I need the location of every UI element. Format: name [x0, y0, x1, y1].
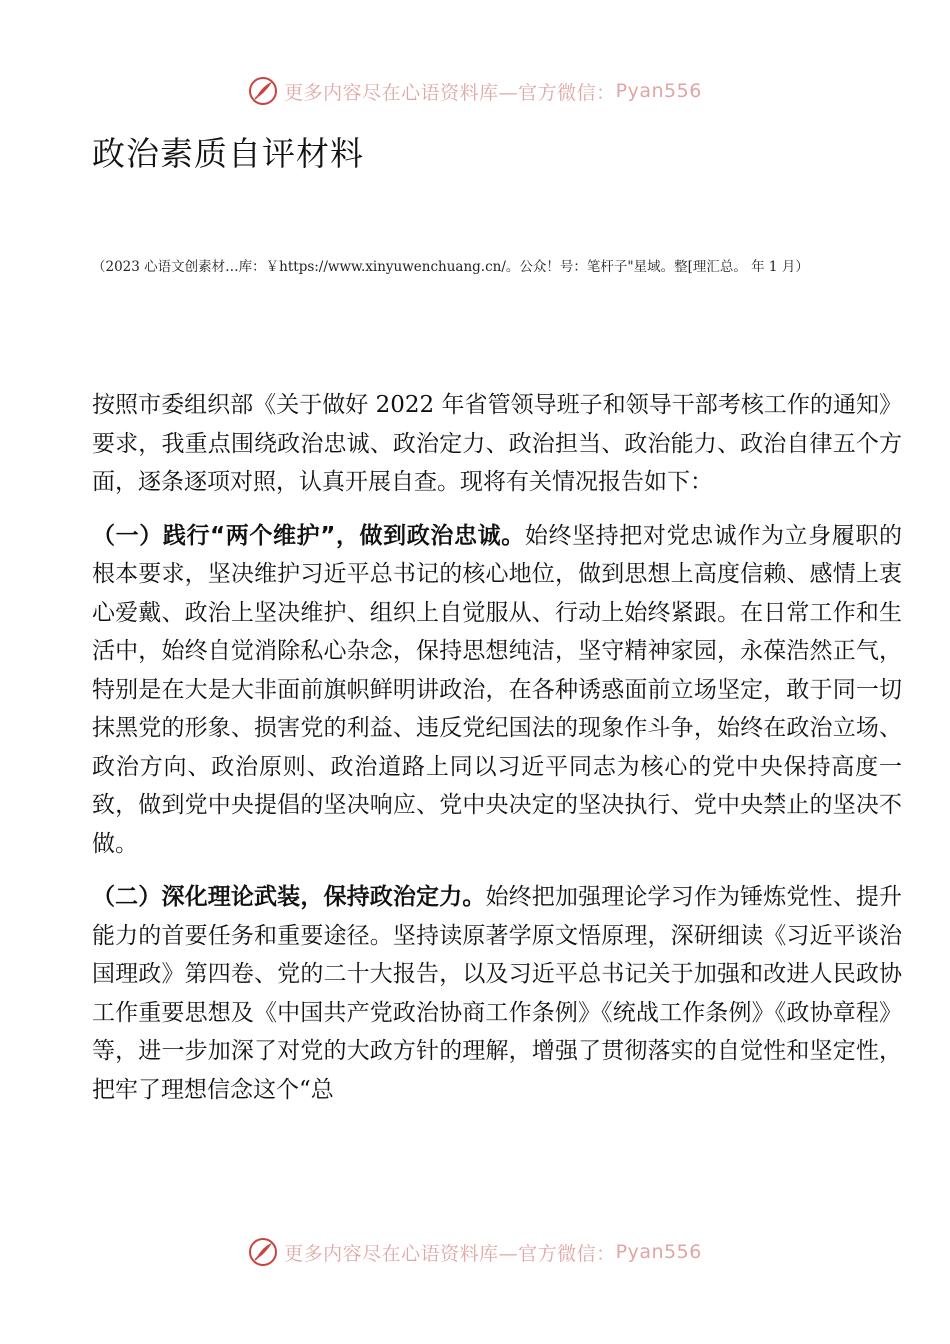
footer-watermark [0, 1237, 950, 1267]
watermark-brand: Pyan556 [615, 80, 702, 102]
quill-logo-icon [248, 76, 278, 106]
quill-logo-icon [248, 1237, 278, 1267]
watermark-text: 更多内容尽在心语资料库—官方微信： [284, 1242, 616, 1265]
source-note: （2023 心语文创素材…库：￥https://www.xinyuwenchuang.cn/。公众！号：笔杆子"星域。整[理汇总。 年 1 月） [92, 259, 809, 275]
watermark-brand: Pyan556 [615, 1241, 702, 1263]
section-heading: （一）践行“两个维护”，做到政治忠诚。 [92, 522, 525, 549]
document-body [92, 386, 902, 1124]
section-body: 始终坚持把对党忠诚作为立身履职的根本要求，坚决维护习近平总书记的核心地位，做到思想上高度信赖、感情上衷心爱戴、政治上坚决维护、组织上自觉服从、行动上始终紧跟。在日常工作和生活中，始终自觉消除私心杂念，保持思想纯洁，坚守精神家园，永葆浩然正气，特别是在大是大非面前旗帜鲜明讲政治，在各种诱惑面前立场坚定，敢于同一切抹黑党的形象、损害党的利益、违反党纪国法的现象作斗争，始终在政治立场、政治方向、政治原则、政治道路上同以习近平同志为核心的党中央保持高度一致，做到党中央提倡的坚决响应、党中央决定的坚决执行、党中央禁止的坚决不做。 [92, 522, 903, 857]
header-watermark [0, 76, 950, 106]
section-heading: （二）深化理论武装，保持政治定力。 [92, 884, 486, 910]
section-body: 始终把加强理论学习作为锤炼党性、提升能力的首要任务和重要途径。坚持读原著学原文悟原理，深研细读《习近平谈治国理政》第四卷、党的二十大报告，以及习近平总书记关于加强和改进人民政协工作重要思想及《中国共产党政治协商工作条例》《统战工作条例》《政协章程》等，进一步加深了对党的大政方针的理解，增强了贯彻落实的自觉性和坚定性，把牢了理想信念这个“总 [92, 884, 903, 1103]
section-paragraph [92, 517, 902, 864]
section-paragraph [92, 878, 902, 1109]
watermark-text: 更多内容尽在心语资料库—官方微信： [284, 81, 616, 104]
document-title: 政治素质自评材料 [92, 134, 364, 173]
intro-paragraph: 按照市委组织部《关于做好 2022 年省管领导班子和领导干部考核工作的通知》要求，我重点围绕政治忠诚、政治定力、政治担当、政治能力、政治自律五个方面，逐条逐项对照，认真开展自查。现将有关情况报告如下： [92, 392, 902, 495]
